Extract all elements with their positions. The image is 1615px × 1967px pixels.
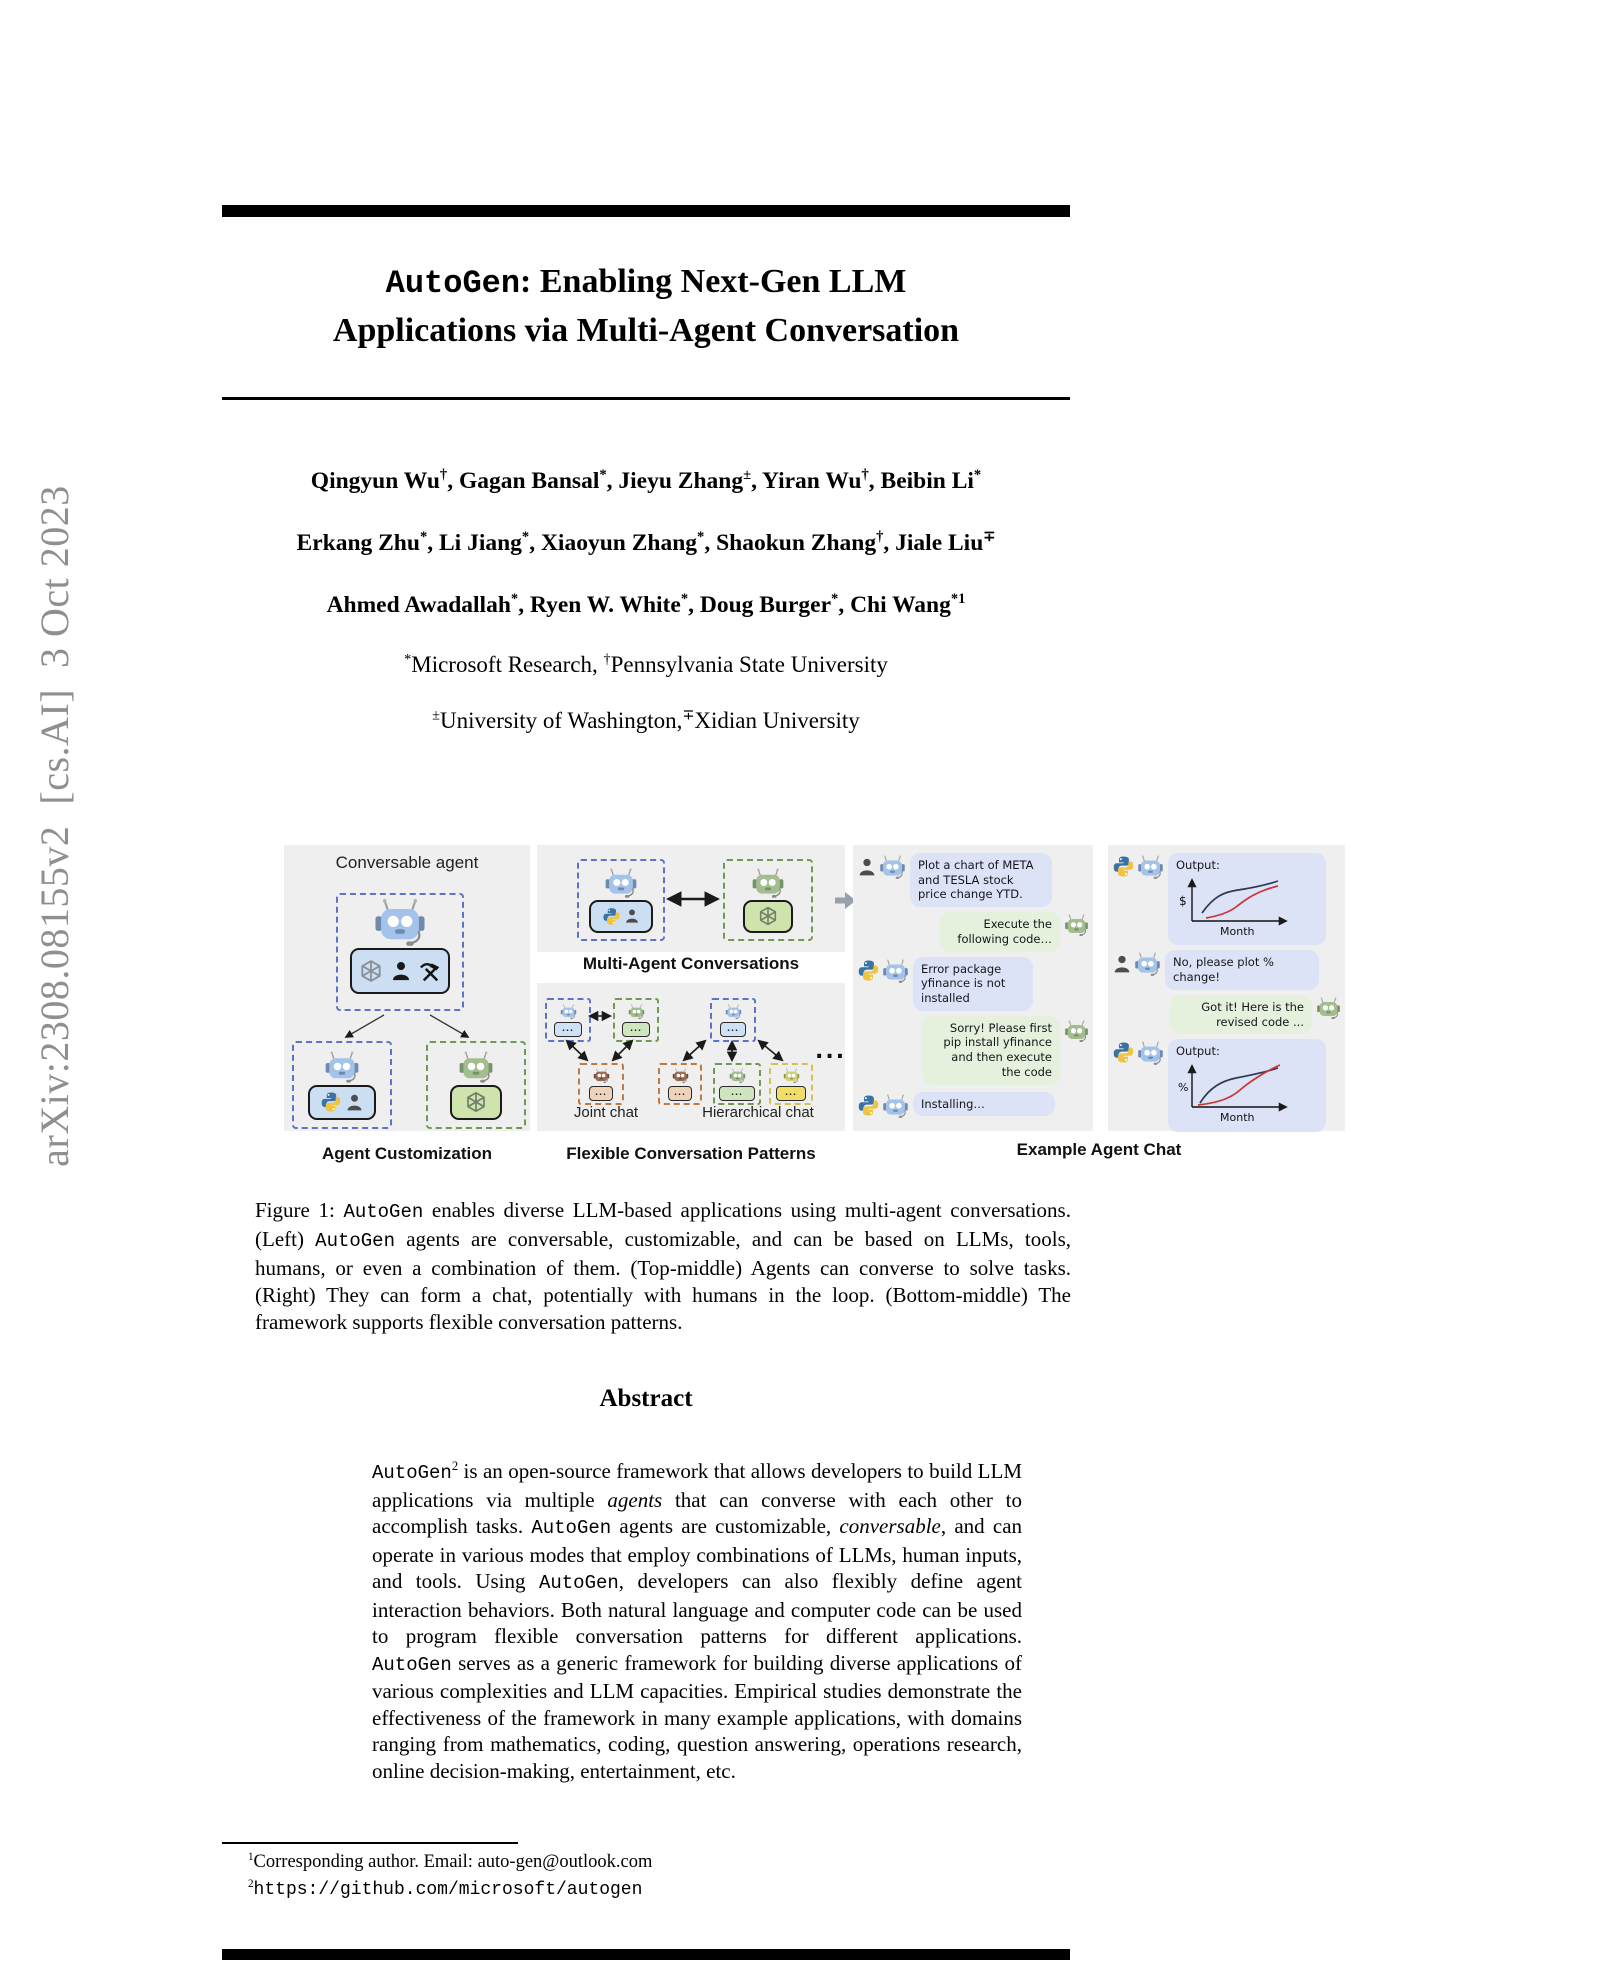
chat-bubble: Execute the following code… (940, 912, 1060, 951)
openai-logo-icon (358, 958, 384, 984)
author: Ahmed Awadallah* (326, 591, 519, 618)
chart-ylabel: % (1178, 1081, 1189, 1095)
joint-agent-blue (545, 998, 591, 1042)
python-human-backend-box (308, 1085, 376, 1120)
github-link[interactable]: https://github.com/microsoft/autogen (253, 1880, 643, 1901)
person-icon (1112, 954, 1132, 974)
message-avatars (1112, 1039, 1164, 1066)
chat-bubble: Got it! Here is the revised code ... (1170, 995, 1312, 1034)
authors-line-2: Erkang Zhu*, Li Jiang*, Xiaoyun Zhang*, Shaokun Zhang†, Jiale Liu∓ (296, 529, 996, 556)
chat-bubble: Plot a chart of META and TESLA stock price change YTD. (910, 853, 1052, 907)
message-box: ... (719, 1086, 755, 1101)
author: Xiaoyun Zhang* (540, 529, 705, 556)
person-icon (857, 857, 877, 877)
agent-green-box (723, 859, 813, 941)
abstract-text: AutoGen$^2$ is an open-source framework that allows developers to build LLM applications via multiple agents that can converse with each other to accomplish tasks. AutoGen agents are customizable, conversable, and can operate in various modes that employ combinations of LLMs, human inputs, and tools. Using AutoGen, developers can also flexibly define agent interaction behaviors. Both natural language and computer code can be used to program flexible conversation patterns for different applications. AutoGen serves as a generic framework for building diverse applications of various complexities and LLM capacities. Empirical studies demonstrate the effectiveness of the framework in many example applications, with domains ranging from mathematics, coding, question answering, operations research, online decision-making, entertainment, etc. (372, 1459, 1023, 1783)
footnote-1: $^1$Corresponding author. Email: auto-gen@outlook.com (248, 1851, 653, 1873)
robot-icon (628, 1004, 645, 1020)
hierarchical-chat-label: Hierarchical chat (702, 1104, 814, 1121)
robot-icon (593, 1068, 610, 1084)
message-box: ... (589, 1086, 613, 1101)
author: Shaokun Zhang† (716, 529, 884, 556)
chat-message (857, 957, 1089, 1011)
output-label: Output: (1176, 858, 1220, 872)
person-icon (345, 1093, 364, 1112)
python-icon (1112, 1041, 1135, 1064)
robot-icon (560, 1004, 577, 1020)
title-mono: AutoGen (385, 265, 521, 302)
chat-bubble: No, please plot % change! (1165, 950, 1319, 989)
agent-customization-caption: Agent Customization (322, 1144, 492, 1163)
percent-change-chart (1176, 1059, 1300, 1123)
message-box: ... (554, 1022, 582, 1037)
message-box: ... (668, 1086, 692, 1101)
bottom-rule (222, 1949, 1070, 1960)
hier-agent-yellow (769, 1063, 813, 1105)
message-box: ... (622, 1022, 650, 1037)
authors-line-1: Qingyun Wu†, Gagan Bansal*, Jieyu Zhang±, Yiran Wu†, Beibin Li* (310, 467, 982, 494)
chat-bubble: Installing… (913, 1092, 1055, 1117)
chat-bubble: Error package yfinance is not installed (913, 957, 1033, 1011)
joint-chat-label: Joint chat (573, 1104, 639, 1121)
python-icon (857, 1094, 880, 1117)
robot-icon (1137, 1041, 1164, 1066)
chart-xlabel: Month (1220, 1111, 1255, 1124)
openai-logo-icon (757, 905, 779, 927)
panel-conversable-agent (284, 845, 530, 1131)
chat-bubble: Sorry! Please first pip install yfinance and then execute the code (922, 1016, 1060, 1085)
stock-price-chart (1176, 873, 1300, 937)
robot-icon (729, 1068, 746, 1084)
authors-line-3: Ahmed Awadallah*, Ryen W. White*, Doug Burger*, Chi Wang$^{*1}$ (326, 591, 966, 618)
author: Qingyun Wu† (310, 467, 448, 494)
chat-bubble (1168, 853, 1326, 945)
robot-icon (725, 1004, 742, 1020)
author: Jiale Liu∓ (895, 529, 996, 556)
output-label: Output: (1176, 1044, 1220, 1059)
robot-icon (751, 868, 785, 899)
openai-logo-icon (464, 1090, 488, 1114)
message-avatars (1112, 950, 1161, 977)
chat-message (857, 1092, 1089, 1119)
affiliation-line-1: *Microsoft Research, †Pennsylvania State University (404, 651, 888, 677)
author: Erkang Zhu* (296, 529, 428, 556)
abstract-heading: Abstract (599, 1385, 693, 1412)
title-line2: Applications via Multi-Agent Conversation (332, 312, 960, 349)
robot-icon (1064, 1020, 1089, 1043)
author: Jieyu Zhang± (618, 467, 752, 494)
agent-blue-box (577, 859, 665, 941)
panel-multi-agent-conversations (537, 845, 845, 952)
author: Beibin Li* (880, 467, 982, 494)
title-line1-rest: : Enabling Next-Gen LLM (520, 263, 907, 300)
paper-title (222, 258, 1070, 354)
chart-ylabel: $ (1179, 893, 1187, 908)
python-icon (602, 907, 621, 926)
title-underline-rule (222, 397, 1070, 400)
robot-icon (324, 1051, 360, 1084)
chat-message (857, 1016, 1089, 1085)
chat-message (1112, 1039, 1341, 1131)
chart-xlabel: Month (1220, 924, 1255, 937)
footnote-rule (222, 1842, 518, 1844)
python-icon (320, 1091, 342, 1113)
figure-1-caption: Figure 1: AutoGen enables diverse LLM-based applications using multi-agent conversations. (Left) AutoGen agents are conversable, customizable, and can be based on LLMs, tools, humans, or even a combination of them. (Top-middle) Agents can converse to solve tasks. (Right) They can form a chat, potentially with humans in the loop. (Bottom-middle) The framework supports flexible conversation patterns. (255, 1198, 1071, 1334)
affiliation-line-2: ±University of Washington,∓Xidian University (432, 707, 860, 733)
robot-icon (882, 959, 909, 984)
chat-message (1112, 950, 1341, 989)
arxiv-watermark: arXiv:2308.08155v2 [cs.AI] 3 Oct 2023 (32, 485, 77, 1167)
flexible-conversation-patterns-caption: Flexible Conversation Patterns (566, 1144, 816, 1163)
author: Gagan Bansal* (458, 467, 607, 494)
message-avatars (857, 957, 909, 984)
robot-icon (882, 1094, 909, 1119)
robot-icon (672, 1068, 689, 1084)
python-icon (857, 959, 880, 982)
message-box: ... (720, 1022, 746, 1037)
custom-agent-llm-box (426, 1041, 526, 1129)
hier-agent-green (713, 1063, 761, 1105)
robot-icon (604, 868, 638, 899)
panel-example-chat-1 (853, 845, 1093, 1131)
tools-icon (418, 959, 443, 984)
author: Doug Burger* (699, 591, 839, 618)
chat-bubble (1168, 1039, 1326, 1131)
author: Yiran Wu† (762, 467, 869, 494)
llm-backend-box (743, 900, 793, 933)
author: Li Jiang* (438, 529, 530, 556)
generic-agent-box (336, 893, 464, 1011)
joint-agent-brown (578, 1063, 624, 1105)
message-avatars (857, 853, 906, 880)
panel-example-chat-2 (1108, 845, 1345, 1131)
chat-message (857, 853, 1089, 907)
custom-agent-python-human-box (292, 1041, 392, 1129)
robot-icon (1137, 855, 1164, 880)
chat-message (1112, 995, 1341, 1034)
robot-icon (1064, 914, 1089, 937)
robot-icon (373, 898, 427, 948)
chat-message (857, 912, 1089, 951)
llm-backend-box (450, 1085, 502, 1120)
message-avatars (857, 1092, 909, 1119)
joint-agent-green (613, 998, 659, 1042)
chat-message (1112, 853, 1341, 945)
person-icon (390, 960, 412, 982)
robot-icon (1316, 997, 1341, 1020)
robot-icon (783, 1068, 800, 1084)
top-rule (222, 205, 1070, 217)
message-avatars (1112, 853, 1164, 880)
python-icon (1112, 855, 1135, 878)
message-box: ... (776, 1086, 806, 1101)
author: Ryen W. White* (529, 591, 689, 618)
panel-conversation-patterns (537, 983, 845, 1131)
robot-icon (458, 1051, 494, 1084)
python-human-backend-box (589, 900, 653, 933)
robot-icon (879, 855, 906, 880)
footnote-2: $^2$https://github.com/microsoft/autogen (248, 1878, 643, 1901)
agent-backends-box (350, 948, 450, 994)
author: Chi Wang$^{*1}$ (850, 591, 966, 618)
person-icon (624, 908, 640, 924)
more-patterns-dots: ... (815, 1039, 847, 1064)
robot-icon (1134, 952, 1161, 977)
multi-agent-conversations-label: Multi-Agent Conversations (582, 954, 800, 973)
example-agent-chat-caption: Example Agent Chat (1016, 1140, 1182, 1159)
hier-agent-top (710, 998, 756, 1042)
hier-agent-brown (658, 1063, 702, 1105)
conversable-agent-label: Conversable agent (335, 853, 479, 872)
